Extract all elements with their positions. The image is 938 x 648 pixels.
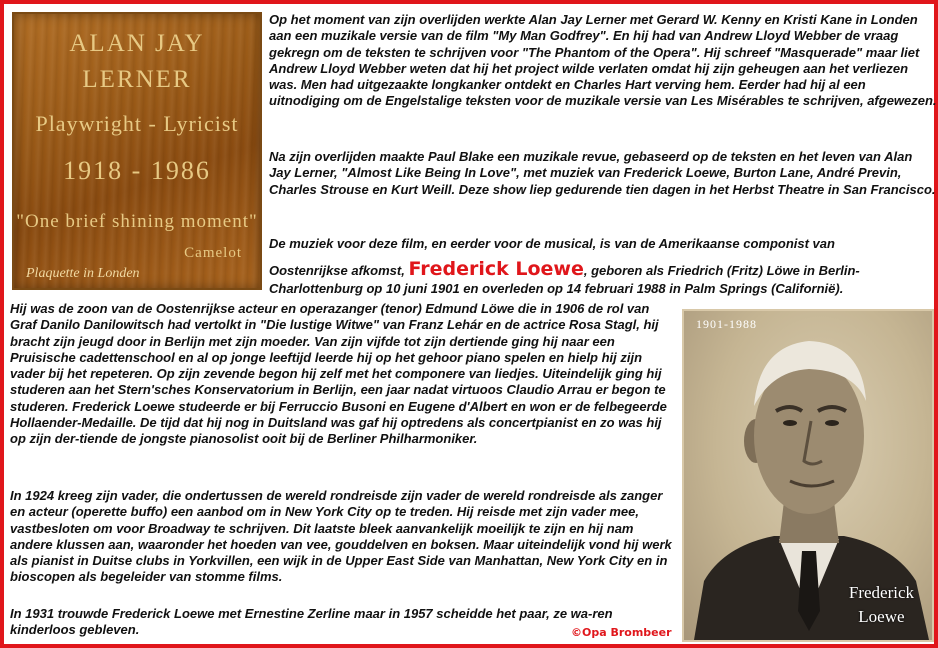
- paragraph-marriage: In 1931 trouwde Frederick Loewe met Ernestine Zerline maar in 1957 scheidde het paar, ze wa-ren kinderloos gebleven.: [10, 606, 613, 638]
- portrait-name-line2: Loewe: [858, 607, 905, 626]
- lerner-plaque-image: [12, 12, 262, 290]
- paragraph-new-york: In 1924 kreeg zijn vader, die ondertussen de wereld rondreisde zijn vader de wereld rondreisde als zanger en acteur (operette buffo) een aanbod om in New York City op te treden. Hij reisde met zijn vader mee, vastbesloten om voor Broadway te schrijven. Dit laatste bleek aanvankelijk moeilijk te zijn en hij nam andere klussen aan, waaronder het hoeden van vee, gouddelven en boksen. Maar uiteindelijk vond hij werk als pianist in Duitse clubs in Yorkvillen, een wijk in de Upper East Side van Manhattan, New York City en in bioscopen als begeleider van stomme films.: [10, 488, 672, 585]
- plaque-source: Camelot: [184, 245, 242, 261]
- portrait-name-line1: Frederick: [848, 583, 914, 602]
- composer-birth-post: , geboren als Friedrich (Fritz) Löwe in Berlin-Charlottenburg op 10 juni 1901 en overleden op 14 februari 1988 in Palm Springs (Californië).: [269, 263, 860, 296]
- plaque-role: Playwright - Lyricist: [35, 111, 239, 136]
- composer-name-highlight: Frederick Loewe: [408, 258, 584, 280]
- paragraph-composer-birth: [269, 260, 937, 298]
- portrait-years: 1901-1988: [696, 317, 757, 331]
- plaque-quote: "One brief shining moment": [16, 211, 258, 232]
- paragraph-revue: Na zijn overlijden maakte Paul Blake een muzikale revue, gebaseerd op de teksten en het leven van Alan Jay Lerner, "Almost Like Being In Love", met muziek van Frederick Loewe, Burton Lane, André Previn, Charles Strouse en Kurt Weill. Deze show liep gedurende tien dagen in het Herbst Theatre in San Francisco.: [269, 149, 936, 197]
- copyright-credit: ©Opa Brombeer: [571, 626, 672, 639]
- portrait-name: [849, 581, 914, 629]
- plaque-name-line2: LERNER: [82, 66, 192, 93]
- paragraph-composer-intro: De muziek voor deze film, en eerder voor de musical, is van de Amerikaanse componist van: [269, 236, 835, 251]
- paragraph-composer-youth: Hij was de zoon van de Oostenrijkse acteur en operazanger (tenor) Edmund Löwe die in 1906 de rol van Graf Danilo Danilowitsch had vertolkt in "Die lustige Witwe" van Franz Lehár en de actrice Rosa Stagl, hij bracht zijn jeugd door in Berlijn met zijn moeder. Van zijn vijfde tot zijn dertiende ging hij naar een Pruisische cadettenschool en al op jonge leeftijd leerde hij op het gehoor piano spelen en hielp hij zijn vader bij het repeteren. Op zijn zevende begon hij zelf met het componere van liedjes. Uiteindelijk ging hij studeren aan het Stern'sches Konservatorium in Berlijn, een jaar nadat virtuoos Claudio Arrau er begon te studeren. Frederick Loewe studeerde er bij Ferruccio Busoni en Eugene d'Albert en won er de felbegeerde Hollaender-Medaille. De tijd dat hij nog in Duitsland was gaf hij optredens als concertpianist en zo was hij op zijn der-tiende de jongste pianosolist ooit bij de Berliner Philharmoniker.: [10, 301, 667, 447]
- loewe-portrait-image: [682, 309, 934, 642]
- paragraph-lerner-final-work: Op het moment van zijn overlijden werkte Alan Jay Lerner met Gerard W. Kenny en Kristi Kane in Londen aan een muzikale versie van de film "My Man Godfrey". En hij had van Andrew Lloyd Webber de vraag gekregn om de teksten te schrijven voor "The Phantom of the Opera". Hij schreef "Masquerade" maar liet Andrew Lloyd Webber weten dat hij het project wilde verlaten omdat hij zijn geheugen aan het verliezen was. Men had uitgezaakte longkanker ontdekt en Charles Hart verving hem. Eerder had hij al een uitnodiging om de Engelstalige teksten voor de muzikale versie van Les Misérables te schrijven, afgewezen.: [269, 12, 937, 109]
- plaque-years: 1918 - 1986: [63, 156, 211, 185]
- plaque-name-line1: ALAN JAY: [69, 30, 205, 57]
- plaque-caption: Plaquette in Londen: [26, 266, 140, 281]
- composer-birth-pre: Oostenrijkse afkomst,: [269, 263, 409, 278]
